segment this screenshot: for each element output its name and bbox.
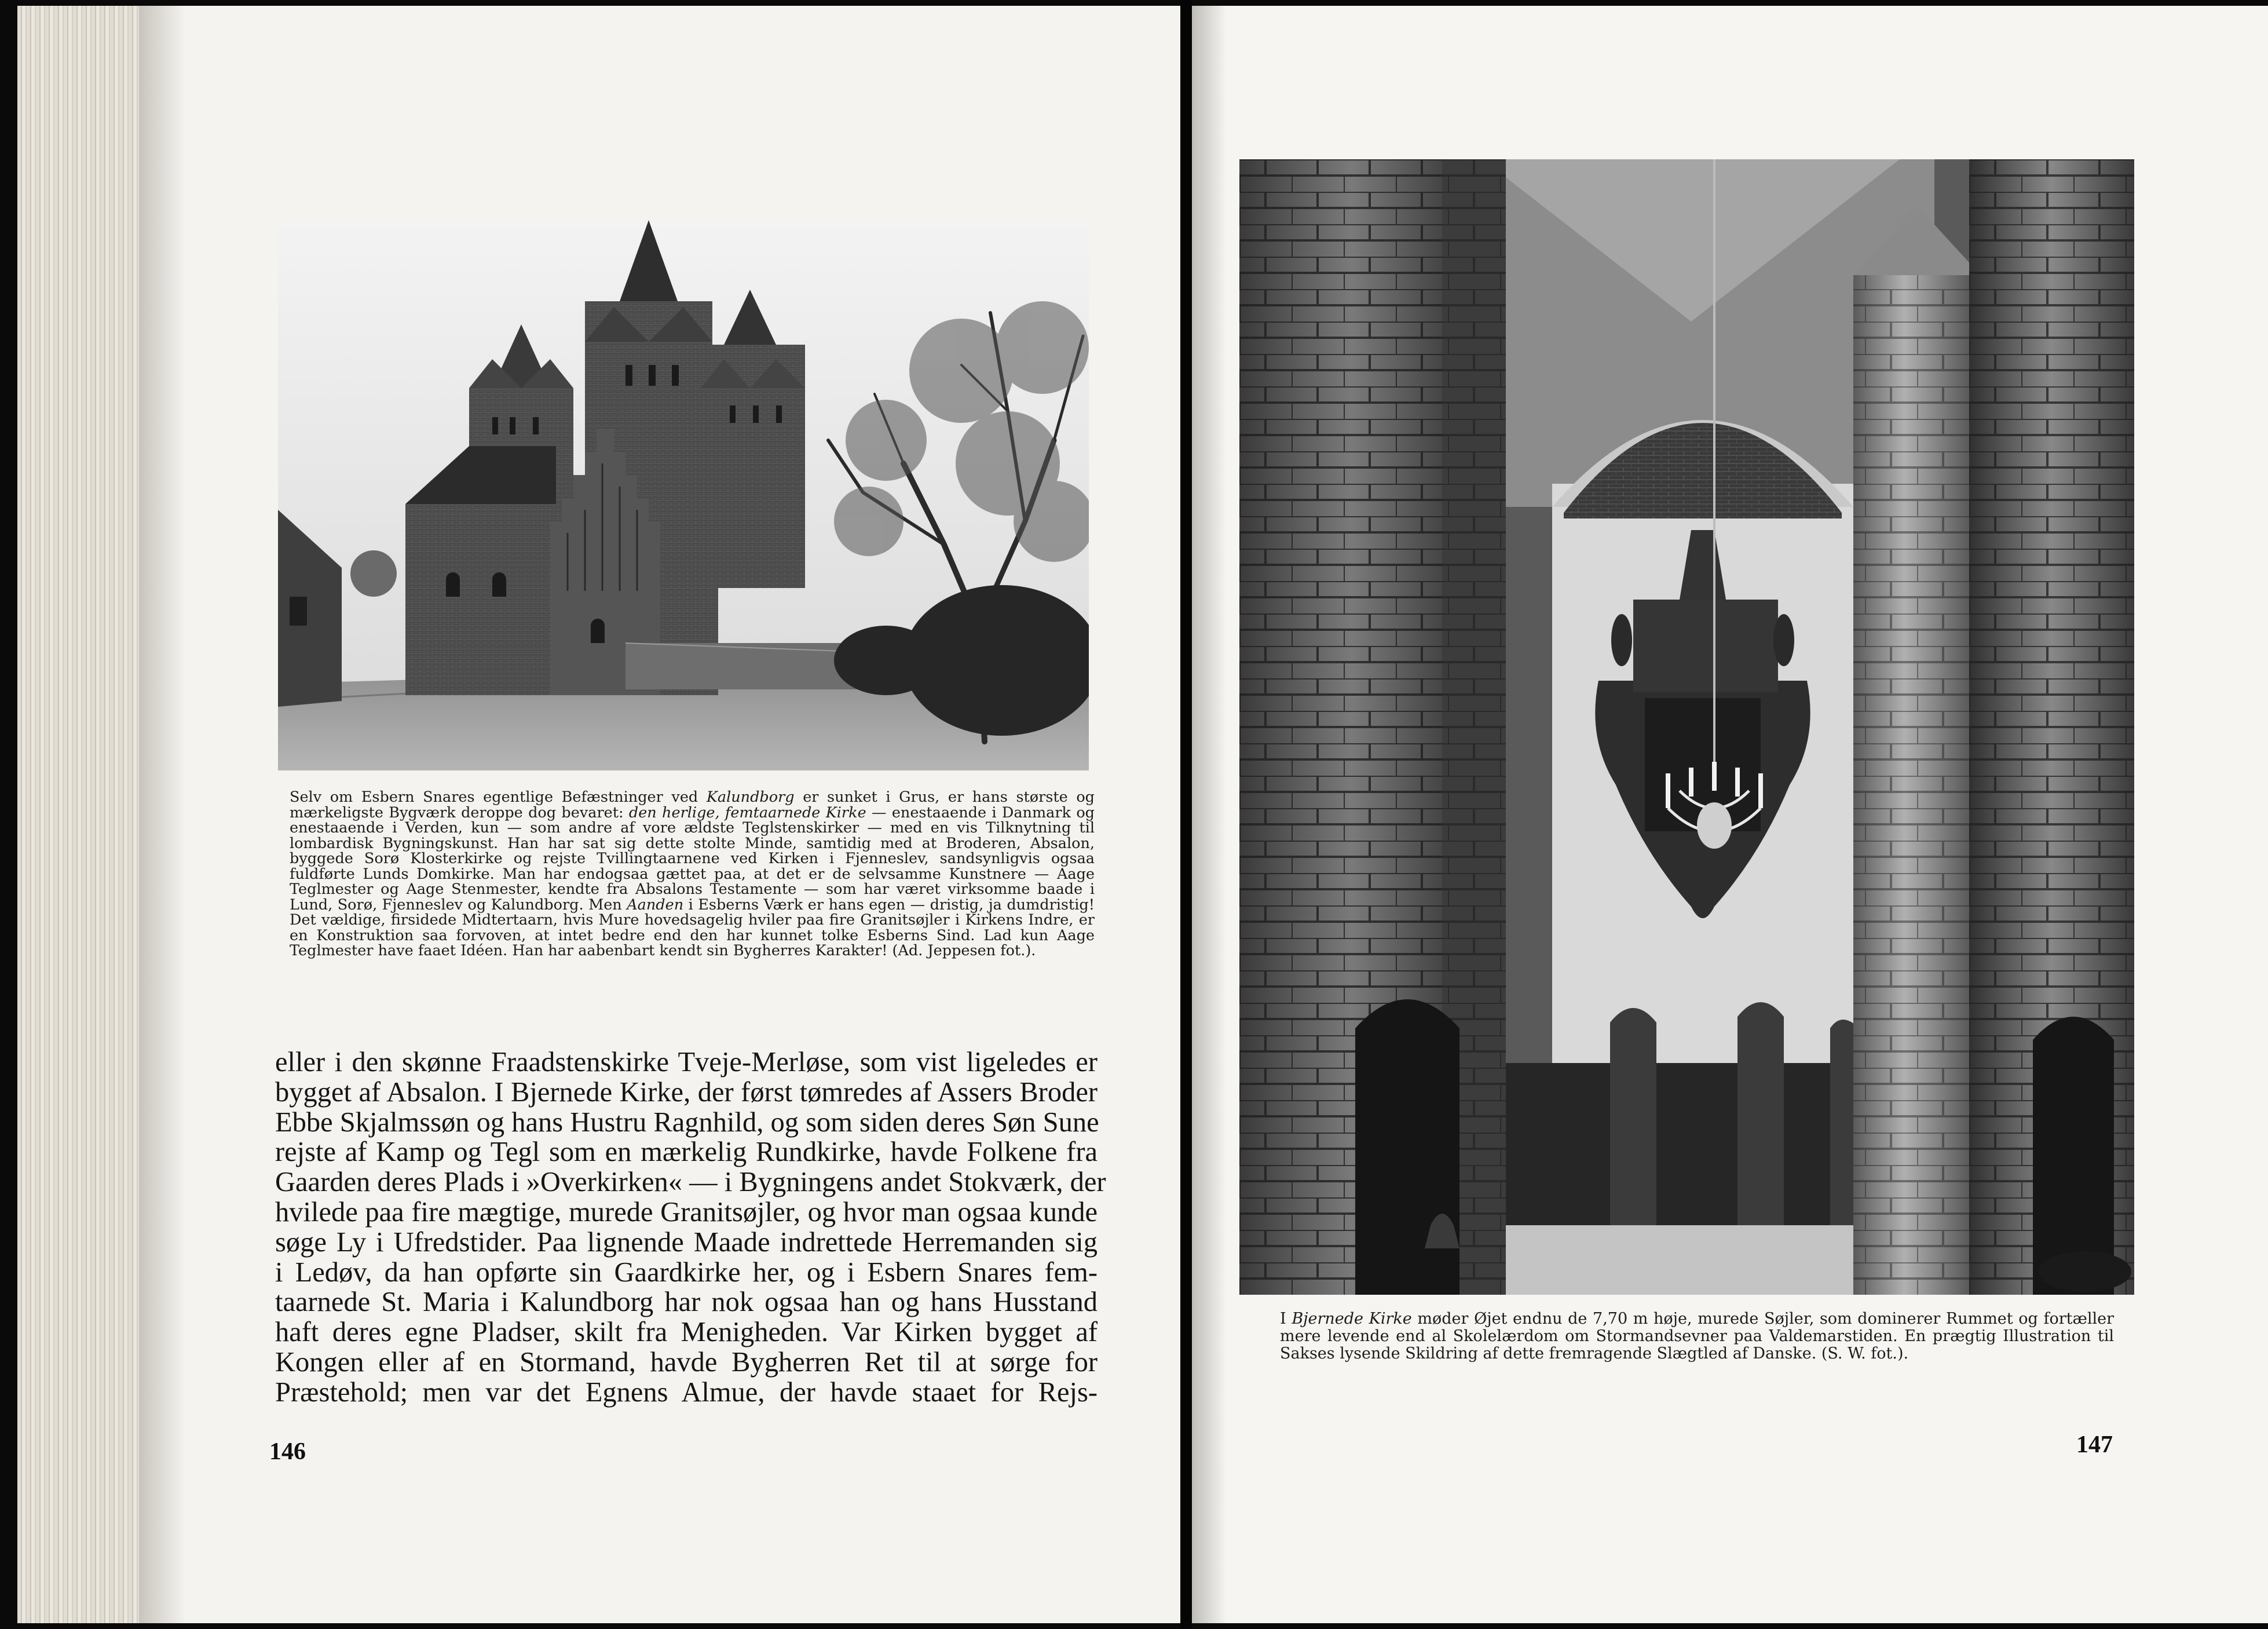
text-line: haft deres egne Pladser, skilt fra Menigheden. Var Kirken bygget af: [275, 1317, 1098, 1348]
page-edges: [17, 6, 139, 1623]
caption-text-run: i Esberns Værk er hans egen — dristig, ja dumdristig! Det vældige, firsidede Midtertaarn, hvis Mure hovedsagelig hviler paa fire Granitsøjler i Kirkens Indre, er en Konstruktion saa forvoven, at intet bedre end den har kunnet tolke Esberns Sind. Lad kun Aage Teglmester have faaet Idéen. Han har aabenbart kendt sin Bygherres Karakter! (Ad. Jeppesen fot.).: [290, 896, 1095, 959]
page-number: 147: [2076, 1431, 2113, 1458]
text-line: taarnede St. Maria i Kalundborg har nok ogsaa han og hans Husstand: [275, 1287, 1098, 1318]
body-text: [275, 1047, 1106, 1408]
caption-text-run: møder Øjet endnu de 7,70 m høje, murede Søjler, som dominerer Rummet og fortæller mere levende end al Skolelærdom om Stormandsevner paa Valdemarstiden. En prægtig Illustration til Sakses lysende Skildring af dette fremragende Slægtled af Danske. (S. W. fot.).: [1280, 1310, 2114, 1363]
caption-text-run: er sunket i Grus, er hans største og mærkeligste Bygværk deroppe dog bevaret:: [290, 788, 1095, 821]
text-line: Kongen eller af en Stormand, havde Bygherren Ret til at sørge for: [275, 1346, 1098, 1378]
interior-photo-caption: [1280, 1310, 2114, 1363]
text-line: eller i den skønne Fraadstenskirke Tveje-Merløse, som vist ligeledes er: [275, 1047, 1098, 1078]
caption-text-run: den herlige, femtaarnede Kirke: [628, 803, 866, 821]
text-line: Gaarden deres Plads i »Overkirken« — i Bygningens andet Stokværk, der: [275, 1167, 1106, 1198]
church-photo-caption: [290, 790, 1095, 959]
text-line: bygget af Absalon. I Bjernede Kirke, der først tømredes af Assers Broder: [275, 1076, 1098, 1108]
text-line: Præstehold; men var det Egnens Almue, der havde staaet for Rejs-: [275, 1376, 1098, 1408]
gutter-shadow: [139, 6, 185, 1623]
church-interior-photo: [1239, 159, 2134, 1295]
gutter-shadow: [1192, 6, 1227, 1623]
caption-text-run: Selv om Esbern Snares egentlige Befæstninger ved: [290, 788, 707, 806]
text-line: i Ledøv, da han opførte sin Gaardkirke her, og i Esbern Snares fem-: [275, 1257, 1098, 1288]
text-line: Ebbe Skjalmssøn og hans Hustru Ragnhild, og som siden deres Søn Sune: [275, 1106, 1099, 1138]
caption-text-run: — enestaaende i Danmark og enestaaende i Verden, kun — som andre af vore ældste Teglstenskirker — med en vis Tilknytning til lombardisk Bygningskunst. Han har sat sig dette stolte Minde, samtidig med at Broderen, Absalon, byggede Sorø Klosterkirke og rejste Tvillingtaarnene ved Kirken i Fjenneslev, sandsynligvis ogsaa fuldførte Lunds Domkirke. Man har endogsaa gættet paa, at det er de selvsamme Kunstnere — Aage Teglmester og Aage Stenmester, kendte fra Absalons Testamente — som har været virksomme baade i Lund, Sorø, Fjenneslev og Kalundborg. Men: [290, 803, 1095, 914]
caption-text-run: I: [1280, 1310, 1292, 1328]
text-line: søge Ly i Ufredstider. Paa lignende Maade indrettede Herremanden sig: [275, 1226, 1098, 1258]
caption-text-run: Bjernede Kirke: [1292, 1310, 1412, 1328]
caption-text-run: Aanden: [627, 896, 684, 914]
text-line: hvilede paa fire mægtige, murede Granitsøjler, og hvor man ogsaa kunde: [275, 1196, 1098, 1228]
page-number: 146: [269, 1438, 306, 1465]
book-gutter: [1180, 0, 1192, 1629]
text-line: rejste af Kamp og Tegl som en mærkelig Rundkirke, havde Folkene fra: [275, 1137, 1098, 1168]
caption-text-run: Kalundborg: [706, 788, 795, 806]
church-exterior-photo: [278, 220, 1089, 770]
